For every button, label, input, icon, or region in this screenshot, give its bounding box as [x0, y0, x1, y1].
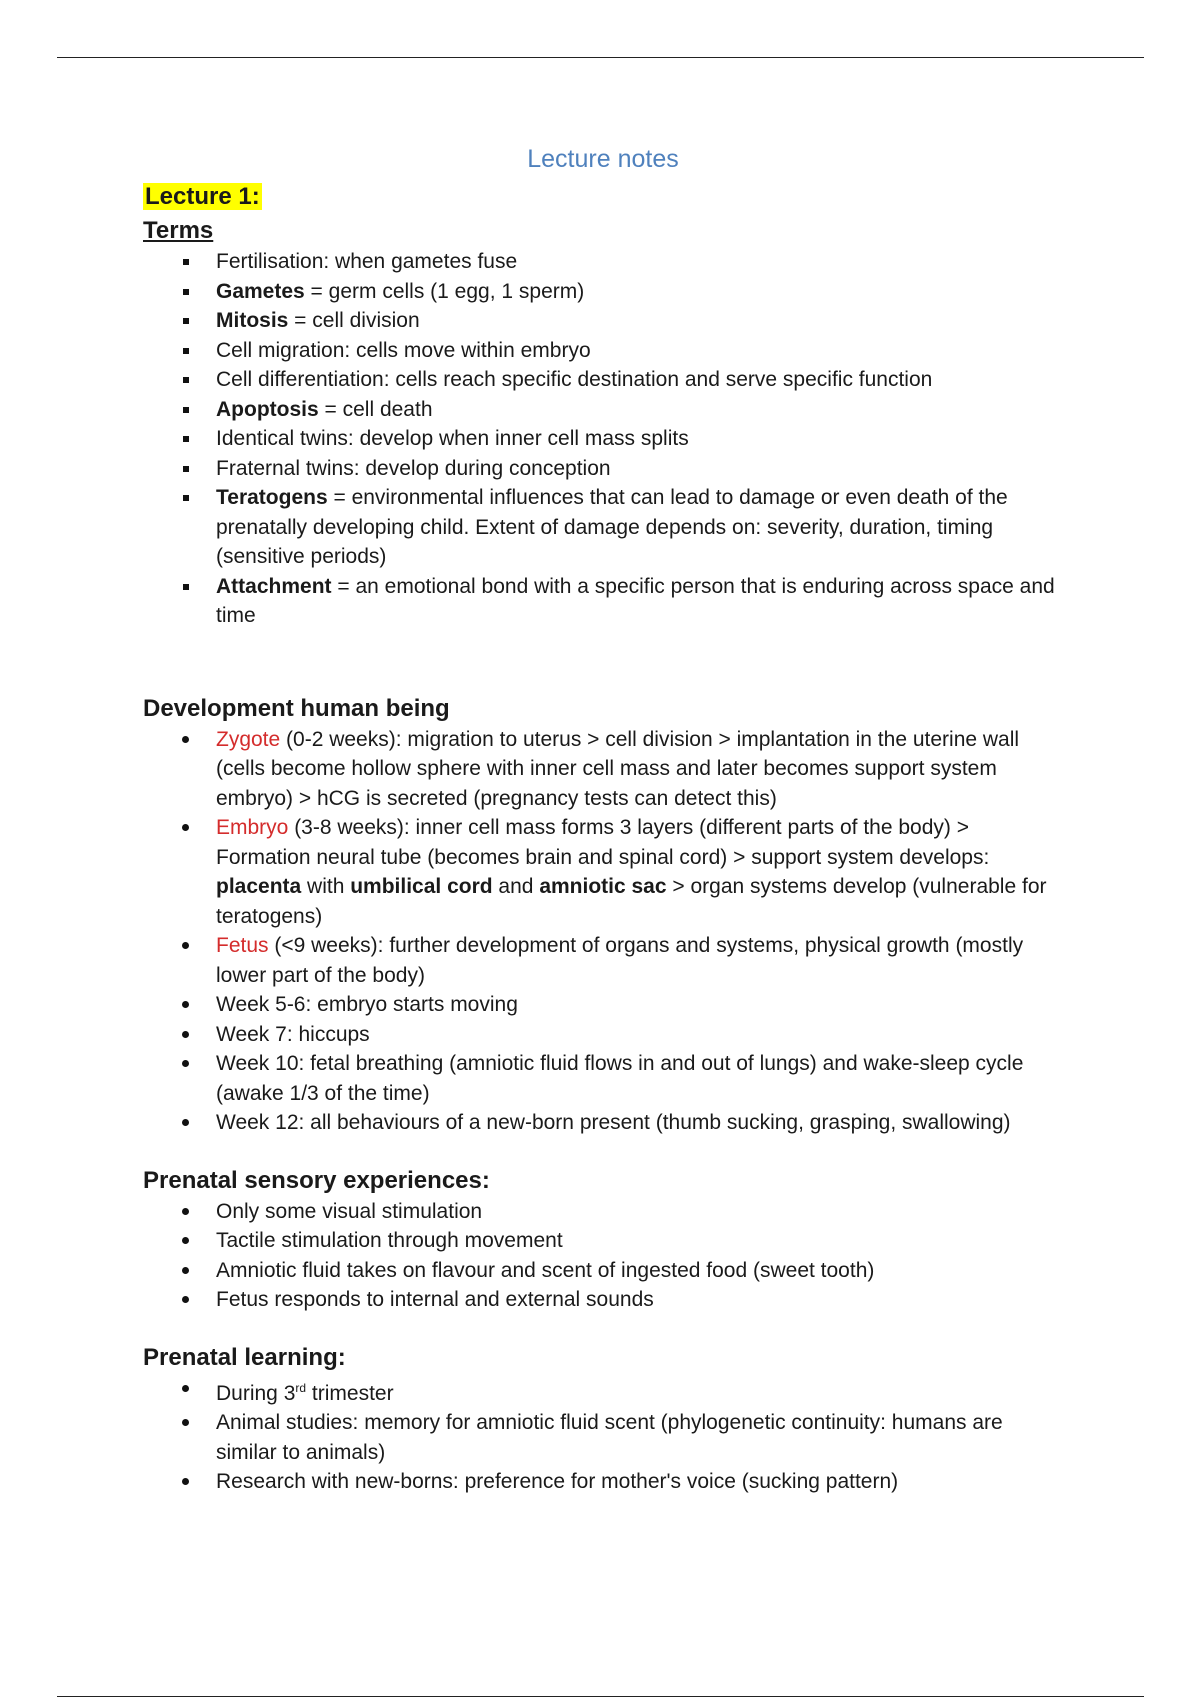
section-heading-development: Development human being	[143, 694, 450, 722]
list-item: Fertilisation: when gametes fuse	[143, 247, 1063, 277]
list-item: Only some visual stimulation	[143, 1197, 1063, 1227]
round-bullet-icon	[182, 1001, 189, 1008]
list-item: Amniotic fluid takes on flavour and scent of ingested food (sweet tooth)	[143, 1256, 1063, 1286]
terms-list	[143, 247, 1063, 631]
list-item: Tactile stimulation through movement	[143, 1226, 1063, 1256]
list-item: Cell differentiation: cells reach specific destination and serve specific function	[143, 365, 1063, 395]
page-title: Lecture notes	[527, 145, 679, 173]
round-bullet-icon	[182, 1031, 189, 1038]
round-bullet-icon	[182, 1478, 189, 1485]
section-heading-sensory: Prenatal sensory experiences:	[143, 1166, 490, 1194]
header-rule	[57, 57, 1144, 58]
round-bullet-icon	[182, 942, 189, 949]
footer-rule	[57, 1696, 1144, 1697]
round-bullet-icon	[182, 824, 189, 831]
list-item: Animal studies: memory for amniotic fluid scent (phylogenetic continuity: humans are similar to animals)	[143, 1408, 1063, 1467]
square-bullet-icon	[183, 377, 189, 383]
round-bullet-icon	[182, 1296, 189, 1303]
list-item: Week 12: all behaviours of a new-born present (thumb sucking, grasping, swallowing)	[143, 1108, 1063, 1138]
round-bullet-icon	[182, 1119, 189, 1126]
list-item: Cell migration: cells move within embryo	[143, 336, 1063, 366]
terms-heading: Terms	[143, 217, 214, 244]
list-item: Gametes = germ cells (1 egg, 1 sperm)	[143, 277, 1063, 307]
round-bullet-icon	[182, 1267, 189, 1274]
list-item: Week 5-6: embryo starts moving	[143, 990, 1063, 1020]
section-heading-learning: Prenatal learning:	[143, 1343, 346, 1371]
list-item: Fraternal twins: develop during conception	[143, 454, 1063, 484]
document-body	[143, 143, 1063, 1497]
square-bullet-icon	[183, 348, 189, 354]
development-list	[143, 725, 1063, 1138]
round-bullet-icon	[182, 1419, 189, 1426]
lecture-heading	[143, 181, 1063, 213]
list-item: Identical twins: develop when inner cell mass splits	[143, 424, 1063, 454]
list-item: Zygote (0-2 weeks): migration to uterus > cell division > implantation in the uterine wall (cells become hollow sphere with inner cell mass and later becomes support system embryo) > hCG is secreted (pregnancy tests can detect this)	[143, 725, 1063, 814]
list-item: Research with new-borns: preference for mother's voice (sucking pattern)	[143, 1467, 1063, 1497]
square-bullet-icon	[183, 584, 189, 590]
round-bullet-icon	[182, 736, 189, 743]
round-bullet-icon	[182, 1060, 189, 1067]
square-bullet-icon	[183, 318, 189, 324]
square-bullet-icon	[183, 466, 189, 472]
lecture-label: Lecture 1:	[145, 183, 260, 210]
list-item: Fetus responds to internal and external sounds	[143, 1285, 1063, 1315]
square-bullet-icon	[183, 259, 189, 265]
square-bullet-icon	[183, 407, 189, 413]
learning-list	[143, 1374, 1063, 1497]
square-bullet-icon	[183, 495, 189, 501]
round-bullet-icon	[182, 1237, 189, 1244]
list-item: During 3rd trimester	[143, 1374, 1063, 1409]
list-item: Embryo (3-8 weeks): inner cell mass forms 3 layers (different parts of the body) > Formation neural tube (becomes brain and spinal cord) > support system develops: placenta with umbilical cord and amniotic sac > organ systems develop (vulnerable for teratogens)	[143, 813, 1063, 931]
list-item: Fetus (<9 weeks): further development of organs and systems, physical growth (mostly lower part of the body)	[143, 931, 1063, 990]
list-item: Week 10: fetal breathing (amniotic fluid flows in and out of lungs) and wake-sleep cycle (awake 1/3 of the time)	[143, 1049, 1063, 1108]
list-item: Apoptosis = cell death	[143, 395, 1063, 425]
round-bullet-icon	[182, 1385, 189, 1392]
list-item: Week 7: hiccups	[143, 1020, 1063, 1050]
list-item: Teratogens = environmental influences that can lead to damage or even death of the prenatally developing child. Extent of damage depends on: severity, duration, timing (sensitive periods)	[143, 483, 1063, 572]
square-bullet-icon	[183, 436, 189, 442]
sensory-list	[143, 1197, 1063, 1315]
square-bullet-icon	[183, 289, 189, 295]
list-item: Mitosis = cell division	[143, 306, 1063, 336]
round-bullet-icon	[182, 1208, 189, 1215]
list-item: Attachment = an emotional bond with a specific person that is enduring across space and time	[143, 572, 1063, 631]
